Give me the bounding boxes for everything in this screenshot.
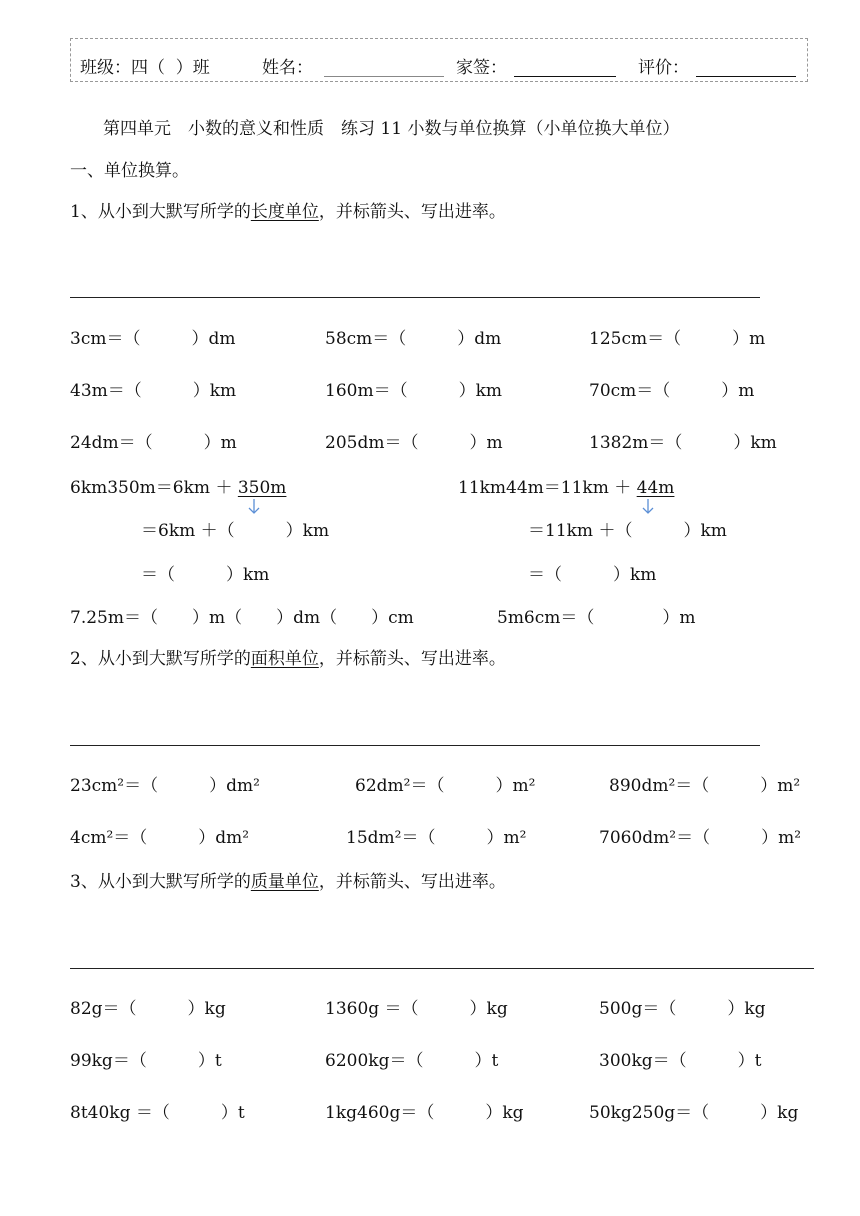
problem-area-2-2: 15dm²＝（ ）m² bbox=[346, 828, 527, 848]
page-title: 第四单元 小数的意义和性质 练习 11 小数与单位换算（小单位换大单位） bbox=[103, 119, 680, 139]
problem-mass-2-2: 6200kg＝（ ）t bbox=[325, 1051, 499, 1071]
problem-length-1-2: 58cm＝（ ）dm bbox=[325, 329, 502, 349]
section-heading-1: 一、单位换算。 bbox=[70, 161, 189, 181]
problem-mass-1-2: 1360g ＝（ ）kg bbox=[325, 999, 508, 1019]
problem-length-3-3: 1382m＝（ ）km bbox=[589, 433, 777, 453]
example-1-line-3: ＝（ ）km bbox=[141, 565, 270, 585]
question-2-keyword: 面积单位 bbox=[250, 649, 319, 669]
problem-area-1-3: 890dm²＝（ ）m² bbox=[609, 776, 801, 796]
problem-length-2-3: 70cm＝（ ）m bbox=[589, 381, 755, 401]
problem-length-3-1: 24dm＝（ ）m bbox=[70, 433, 237, 453]
answer-line-2[interactable] bbox=[70, 745, 760, 746]
problem-length-2-2: 160m＝（ ）km bbox=[325, 381, 502, 401]
problem-mass-1-1: 82g＝（ ）kg bbox=[70, 999, 226, 1019]
problem-mixed-1: 7.25m＝（ ）m（ ）dm（ ）cm bbox=[70, 608, 414, 628]
name-label: 姓名： bbox=[262, 58, 313, 78]
problem-length-2-1: 43m＝（ ）km bbox=[70, 381, 237, 401]
problem-mass-1-3: 500g＝（ ）kg bbox=[599, 999, 766, 1019]
problem-mass-2-3: 300kg＝（ ）t bbox=[599, 1051, 762, 1071]
question-1: 1、从小到大默写所学的长度单位，并标箭头、写出进率。 bbox=[70, 202, 506, 222]
example-2-line-2: ＝11km ＋（ ）km bbox=[528, 521, 727, 541]
arrow-down-icon bbox=[641, 499, 655, 515]
problem-length-1-1: 3cm＝（ ）dm bbox=[70, 329, 236, 349]
problem-length-1-3: 125cm＝（ ）m bbox=[589, 329, 766, 349]
problem-mass-3-1: 8t40kg ＝（ ）t bbox=[70, 1103, 245, 1123]
answer-line-1[interactable] bbox=[70, 297, 760, 298]
question-2: 2、从小到大默写所学的面积单位，并标箭头、写出进率。 bbox=[70, 649, 506, 669]
arrow-down-icon bbox=[247, 499, 261, 515]
evaluation-label: 评价： bbox=[638, 58, 689, 78]
example-2-line-1: 11km44m＝11km ＋ 44m bbox=[458, 478, 675, 498]
answer-line-3[interactable] bbox=[70, 968, 814, 969]
parent-sign-field[interactable] bbox=[514, 76, 616, 77]
problem-length-3-2: 205dm＝（ ）m bbox=[325, 433, 503, 453]
example-1-line-1: 6km350m＝6km ＋ 350m bbox=[70, 478, 287, 498]
problem-area-2-3: 7060dm²＝（ ）m² bbox=[599, 828, 802, 848]
parent-sign-label: 家签： bbox=[456, 58, 507, 78]
example-2-line-3: ＝（ ）km bbox=[528, 565, 657, 585]
question-1-keyword: 长度单位 bbox=[250, 202, 319, 222]
problem-mass-3-2: 1kg460g＝（ ）kg bbox=[325, 1103, 524, 1123]
problem-area-1-2: 62dm²＝（ ）m² bbox=[355, 776, 536, 796]
question-3: 3、从小到大默写所学的质量单位，并标箭头、写出进率。 bbox=[70, 872, 506, 892]
question-3-keyword: 质量单位 bbox=[250, 872, 319, 892]
example-1-line-2: ＝6km ＋（ ）km bbox=[141, 521, 330, 541]
class-label: 班级：四（ ）班 bbox=[80, 58, 210, 78]
problem-mass-2-1: 99kg＝（ ）t bbox=[70, 1051, 222, 1071]
problem-mass-3-3: 50kg250g＝（ ）kg bbox=[589, 1103, 799, 1123]
problem-area-1-1: 23cm²＝（ ）dm² bbox=[70, 776, 260, 796]
evaluation-field[interactable] bbox=[696, 76, 796, 77]
problem-mixed-2: 5m6cm＝（ ）m bbox=[497, 608, 696, 628]
name-field[interactable] bbox=[324, 76, 444, 77]
problem-area-2-1: 4cm²＝（ ）dm² bbox=[70, 828, 250, 848]
